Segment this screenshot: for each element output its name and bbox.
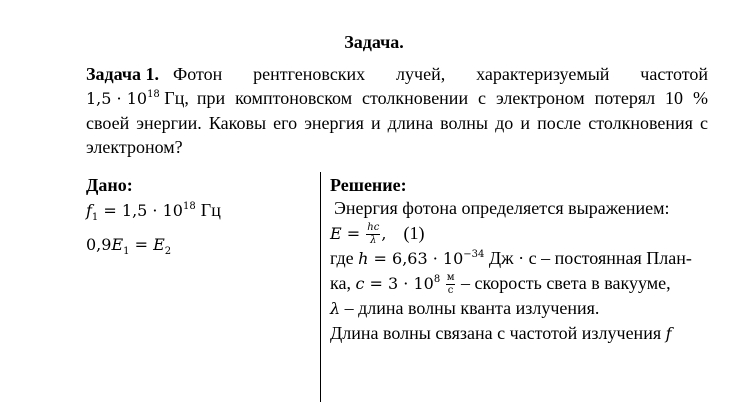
planck-variable: h bbox=[358, 249, 369, 268]
problem-label: Задача 1. bbox=[86, 64, 160, 84]
planck-unit: Дж · с bbox=[488, 248, 537, 268]
speed-expression bbox=[355, 274, 440, 293]
given-e1-variable: E bbox=[111, 235, 124, 254]
given-f-value: = 1,5 · 10 bbox=[103, 201, 183, 220]
given-section bbox=[86, 174, 316, 257]
section-divider bbox=[320, 172, 321, 402]
speed-exponent: 8 bbox=[433, 274, 441, 285]
given-frequency bbox=[86, 198, 316, 223]
speed-unit-numerator: м bbox=[446, 272, 455, 284]
problem-text-1: Фотон рентгеновских лучей, характеризуемый частотой bbox=[173, 64, 708, 84]
problem-line-4: электроном? bbox=[86, 137, 183, 157]
problem-statement bbox=[86, 62, 708, 159]
speed-suffix: – скорость света в вакууме, bbox=[460, 273, 671, 293]
speed-variable: c bbox=[355, 274, 365, 293]
planck-prefix: где bbox=[330, 248, 354, 268]
formula-equals: = bbox=[346, 224, 361, 243]
speed-unit-denominator: с bbox=[447, 285, 454, 297]
formula-fraction bbox=[366, 223, 380, 246]
planck-value: = 6,63 · 10 bbox=[373, 249, 464, 268]
given-energy-relation bbox=[86, 233, 316, 257]
solution-line-5 bbox=[330, 296, 710, 321]
energy-formula: E = $\frac{hc}{\lambda}$ , (1) bbox=[330, 222, 425, 246]
solution-title: Решение: bbox=[330, 175, 407, 195]
wavelength-text: Длина волны связана с частотой излучения bbox=[330, 323, 662, 344]
given-title: Дано: bbox=[86, 175, 133, 195]
lambda-variable: λ bbox=[330, 299, 341, 319]
problem-line-3: своей энергии. Каковы его энергия и длина волны до и после столкновения с bbox=[86, 113, 708, 133]
frequency-expression bbox=[86, 86, 189, 111]
frequency-exponent: 18 bbox=[147, 89, 160, 100]
solution-line-6 bbox=[330, 321, 710, 346]
given-e1-subscript: 1 bbox=[123, 246, 130, 257]
problem-text-2: при комптоновском столкновении с электроном потерял 10 % bbox=[196, 88, 708, 108]
solution-line-4 bbox=[330, 271, 710, 296]
given-equals: = bbox=[134, 235, 149, 254]
solution-line-1: Энергия фотона определяется выражением: bbox=[334, 198, 670, 218]
formula-energy-variable: E bbox=[330, 224, 342, 243]
given-f-exponent: 18 bbox=[182, 201, 196, 212]
formula-numerator: hc bbox=[367, 222, 380, 233]
speed-unit-fraction bbox=[446, 273, 456, 296]
given-energy-coefficient: 0,9 bbox=[86, 235, 112, 254]
speed-prefix: ка, bbox=[330, 273, 351, 293]
speed-value: = 3 · 10 bbox=[369, 274, 434, 293]
given-e2-variable: E bbox=[153, 235, 165, 254]
lambda-suffix: – длина волны кванта излучения. bbox=[344, 298, 600, 319]
page-title: Задача. bbox=[344, 32, 404, 52]
frequency-unit: Гц, bbox=[164, 88, 189, 108]
frequency-value: 1,5 · 10 bbox=[86, 89, 148, 108]
formula-denominator: λ bbox=[370, 235, 377, 246]
solution-section bbox=[330, 174, 710, 346]
planck-expression bbox=[358, 249, 484, 268]
given-f-subscript: 1 bbox=[91, 212, 99, 223]
given-e2-subscript: 2 bbox=[164, 246, 172, 257]
formula-number: (1) bbox=[403, 223, 425, 243]
planck-suffix: – постоянная План- bbox=[541, 248, 692, 268]
solution-line-3 bbox=[330, 246, 710, 271]
problem-line-2 bbox=[86, 86, 708, 111]
given-f-unit: Гц bbox=[200, 200, 221, 220]
problem-line-1 bbox=[86, 62, 708, 86]
planck-exponent: −34 bbox=[463, 249, 485, 260]
given-f-variable: f bbox=[86, 201, 92, 220]
frequency-variable: f bbox=[665, 324, 672, 344]
